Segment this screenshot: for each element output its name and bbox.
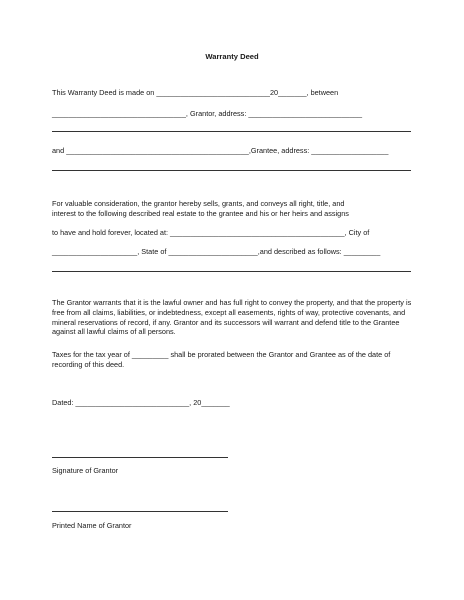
consideration-line-1: For valuable consideration, the grantor hereby sells, grants, and conveys all right, title, and	[52, 199, 345, 208]
description-rule	[52, 271, 411, 272]
grantee-address-rule	[52, 170, 411, 171]
dated-line: Dated: ____________________________, 20_______	[52, 398, 230, 407]
document-title: Warranty Deed	[205, 52, 259, 61]
state-line: _____________________, State of ______________________,and described as follows: _________	[52, 247, 381, 256]
consideration-line-2: interest to the following described real estate to the grantee and his or her heirs and assigns	[52, 209, 349, 218]
warranty-paragraph: The Grantor warrants that it is the lawful owner and has full right to convey the property, and that the property is free from all claims, liabilities, or indebtedness, except all easements, rights of way, protective covenants, and mineral reservations of record, if any. Grantor and its successors will warrant and defend title to the Grantee against all lawful claims of all persons.	[52, 298, 412, 337]
grantee-line: and _____________________________________________,Grantee, address: ___________________	[52, 146, 389, 155]
grantor-line: _________________________________, Grantor, address: ____________________________	[52, 109, 363, 118]
printed-name-line	[52, 511, 228, 512]
signature-line	[52, 457, 228, 458]
signature-label: Signature of Grantor	[52, 466, 119, 475]
located-at-line: to have and hold forever, located at: ___________________________________________, City of	[52, 228, 370, 237]
made-on-line: This Warranty Deed is made on ____________________________20_______, between	[52, 88, 339, 97]
taxes-paragraph: Taxes for the tax year of _________ shall be prorated between the Grantor and Grantee as of the date of recording of this deed.	[52, 350, 391, 369]
grantor-address-rule	[52, 131, 411, 132]
printed-name-label: Printed Name of Grantor	[52, 521, 132, 530]
